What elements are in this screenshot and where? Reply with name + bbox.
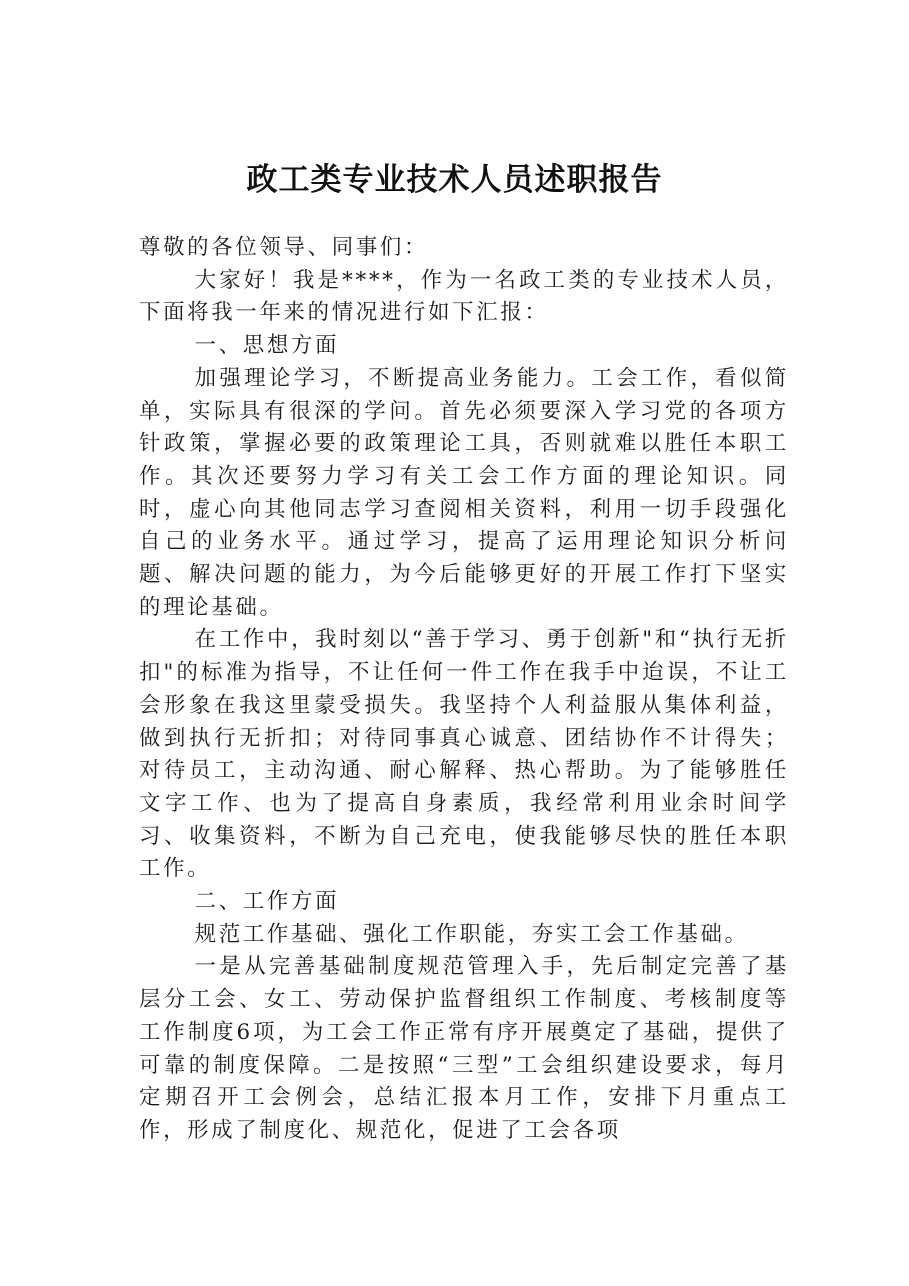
body-paragraph: 在工作中，我时刻以“善于学习、勇于创新"和“执行无折扣"的标准为指导，不让任何一件工作在我手中迨误，不让工会形象在我这里蒙受损失。我坚持个人利益服从集体利益，做到执行无折扣；对待同事真心诚意、团结协作不计得失；对待员工，主动沟通、耐心解释、热心帮助。为了能够胜任文字工作、也为了提高自身素质，我经常利用业余时间学习、收集资料，不断为自己充电，使我能够尽快的胜任本职工作。 — [139, 627, 789, 882]
section-heading-thought: 一、思想方面 — [194, 333, 340, 359]
body-paragraph: 规范工作基础、强化工作职能，夯实工会工作基础。 — [194, 921, 749, 947]
section-heading-work: 二、工作方面 — [194, 889, 340, 915]
body-paragraph: 一是从完善基础制度规范管理入手，先后制定完善了基层分工会、女工、劳动保护监督组织工作制度、考核制度等工作制度6项，为工会工作正常有序开展奠定了基础，提供了可靠的制度保障。二是按照“三型”工会组织建设要求，每月定期召开工会例会，总结汇报本月工作，安排下月重点工作，形成了制度化、规范化，促进了工会各项 — [139, 954, 789, 1143]
salutation-paragraph: 尊敬的各位领导、同事们： — [139, 235, 429, 260]
body-paragraph: 加强理论学习，不断提高业务能力。工会工作，看似简单，实际具有很深的学问。首先必须要深入学习党的各项方针政策，掌握必要的政策理论工具，否则就难以胜任本职工作。其次还要努力学习有关工会工作方面的理论知识。同时，虚心向其他同志学习查阅相关资料，利用一切手段强化自己的业务水平。通过学习，提高了运用理论知识分析问题、解决问题的能力，为今后能够更好的开展工作打下坚实的理论基础。 — [139, 365, 789, 620]
document-title: 政工类专业技术人员述职报告 — [246, 162, 663, 198]
document-body — [139, 232, 789, 1148]
greeting-paragraph: 大家好！我是****，作为一名政工类的专业技术人员，下面将我一年来的情况进行如下汇报： — [139, 267, 789, 326]
